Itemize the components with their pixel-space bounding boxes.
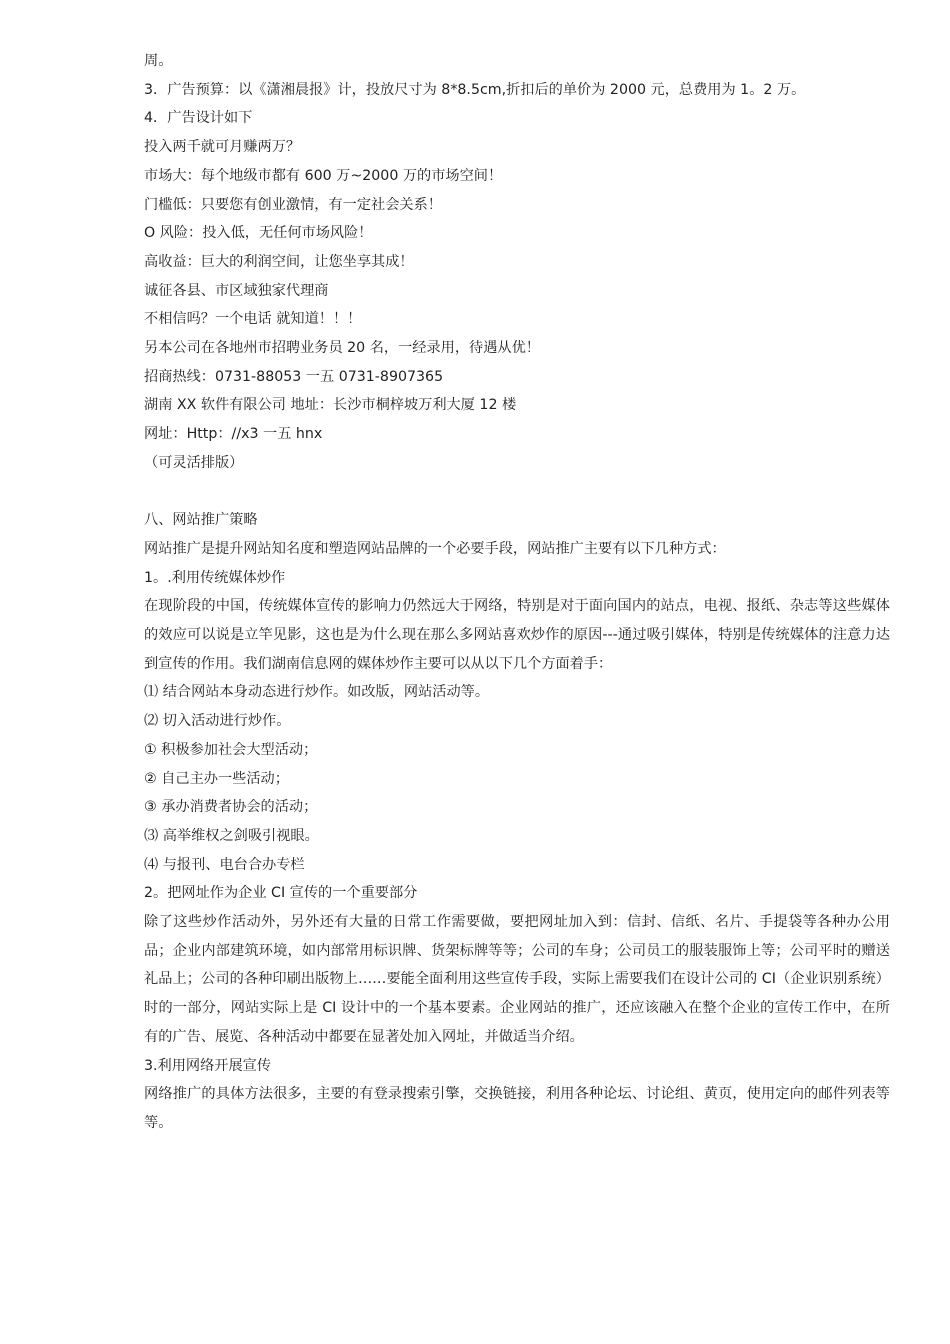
subsection-1-title: 1。.利用传统媒体炒作 (144, 569, 286, 586)
ad-agent-line: 诚征各县、市区域独家代理商 (144, 282, 329, 299)
section-title: 八、网站推广策略 (144, 512, 258, 529)
list-item: ⑴ 结合网站本身动态进行炒作。如改版，网站活动等。 (144, 684, 490, 701)
subsection-3-paragraph: 网络推广的具体方法很多，主要的有登录搜索引擎，交换链接，利用各种论坛、讨论组、黄页，使用定向的邮件列表等等。 (144, 1086, 890, 1131)
blank-line (144, 478, 890, 507)
subsection-2-paragraph: 除了这些炒作活动外，另外还有大量的日常工作需要做，要把网址加入到：信封、信纸、名片、手提袋等各种办公用品；企业内部建筑环境，如内部常用标识牌、货架标牌等等；公司的车身；公司员工的服装服饰上等；公司平时的赠送礼品上；公司的各种印刷出版物上……要能全面利用这些宣传手段，实际上需要我们在设计公司的 CI（企业识别系统）时的一部分，网站实际上是 CI 设计中的一个基本要素。企业网站的推广，还应该融入在整个企业的宣传工作中，在所有的广告、展览、各种活动中都要在显著处加入网址，并做适当介绍。 (144, 914, 890, 1045)
subsection-1-paragraph: 在现阶段的中国，传统媒体宣传的影响力仍然远大于网络，特别是对于面向国内的站点，电视、报纸、杂志等这些媒体的效应可以说是立竿见影，这也是为什么现在那么多网站喜欢炒作的原因---通过吸引媒体，特别是传统媒体的注意力达到宣传的作用。我们湖南信息网的媒体炒作主要可以从以下几个方面着手： (144, 598, 890, 672)
section-intro: 网站推广是提升网站知名度和塑造网站品牌的一个必要手段，网站推广主要有以下几种方式： (144, 540, 726, 557)
ad-website-line: 网址：Http：//x3 一五 hnx (144, 426, 323, 443)
list-item: ⑶ 高举维权之剑吸引视眼。 (144, 827, 319, 844)
list-item: ① 积极参加社会大型活动； (144, 741, 318, 758)
ad-headline: 投入两千就可月赚两万？ (144, 139, 301, 156)
ad-hotline-line: 招商热线：0731-88053 一五 0731-8907365 (144, 368, 444, 385)
ad-profit-line: 高收益：巨大的利润空间，让您坐享其成！ (144, 253, 414, 270)
text-line: 周。 (144, 53, 173, 69)
ad-call-line: 不相信吗？一个电话 就知道！！！ (144, 311, 362, 328)
list-item: ⑵ 切入活动进行炒作。 (144, 713, 291, 730)
ad-threshold-line: 门槛低：只要您有创业激情，有一定社会关系！ (144, 196, 442, 213)
ad-market-line: 市场大：每个地级市都有 600 万~2000 万的市场空间！ (144, 167, 503, 184)
ad-layout-note: （可灵活排版） (144, 454, 244, 471)
subsection-2-title: 2。把网址作为企业 CI 宣传的一个重要部分 (144, 885, 418, 902)
list-item: ② 自己主办一些活动； (144, 770, 289, 787)
list-item: ⑷ 与报刊、电台合办专栏 (144, 856, 305, 873)
list-item: ③ 承办消费者协会的活动； (144, 799, 318, 816)
ad-address-line: 湖南 XX 软件有限公司 地址：长沙市桐梓坡万利大厦 12 楼 (144, 397, 517, 414)
ad-recruit-line: 另本公司在各地州市招聘业务员 20 名，一经录用，待遇从优！ (144, 340, 540, 357)
ad-budget-line: 3．广告预算：以《潇湘晨报》计，投放尺寸为 8*8.5cm,折扣后的单价为 2000 元，总费用为 1。2 万。 (144, 81, 806, 98)
ad-design-heading: 4．广告设计如下 (144, 110, 253, 127)
subsection-3-title: 3.利用网络开展宣传 (144, 1057, 272, 1074)
ad-risk-line: O 风险：投入低，无任何市场风险！ (144, 225, 373, 242)
